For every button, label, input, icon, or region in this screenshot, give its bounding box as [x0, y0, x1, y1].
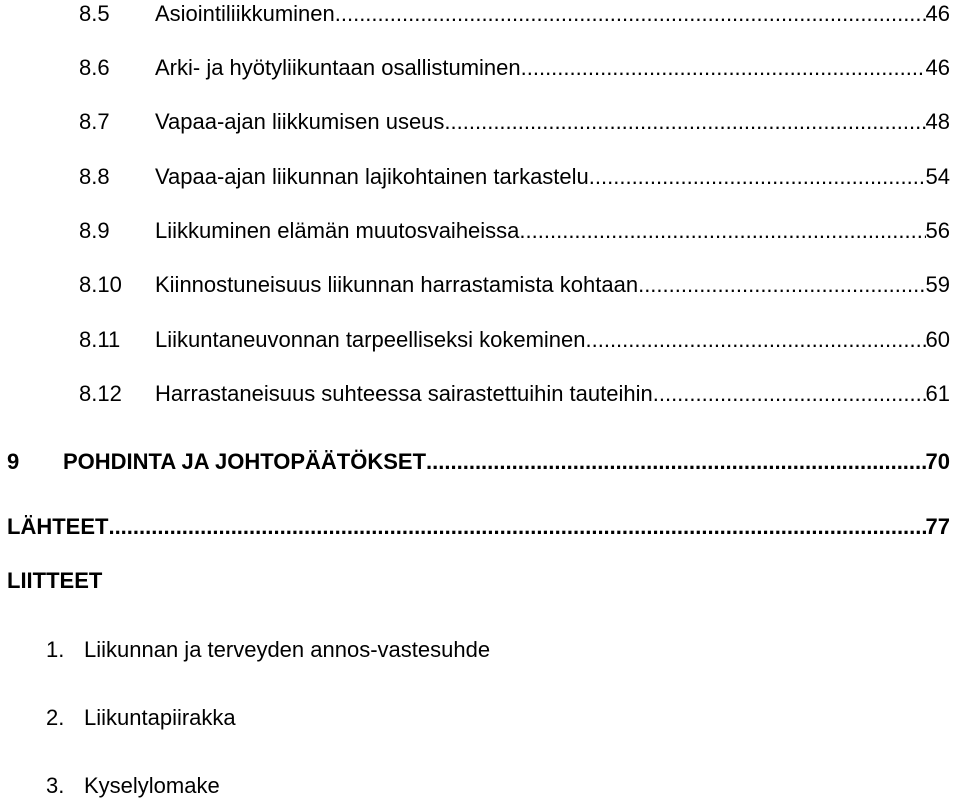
toc-entry-title: Arki- ja hyötyliikuntaan osallistuminen	[155, 55, 521, 80]
appendices-heading: LIITTEET	[7, 568, 103, 593]
dot-leader	[426, 451, 925, 473]
toc-entry-page: 48	[925, 109, 950, 134]
toc-entry-title: Vapaa-ajan liikunnan lajikohtainen tarkastelu	[155, 164, 589, 189]
toc-entry	[79, 383, 950, 405]
toc-entry	[79, 220, 950, 242]
toc-chapter-number: 9	[7, 449, 20, 474]
toc-chapter-page: 70	[925, 449, 950, 474]
toc-entry-title: Vapaa-ajan liikkumisen useus	[155, 109, 445, 134]
toc-entry-number: 8.11	[79, 327, 121, 352]
toc-entry-title: Kiinnostuneisuus liikunnan harrastamista kohtaan	[155, 272, 639, 297]
toc-entry-number: 8.5	[79, 1, 110, 26]
toc-entry-page: 59	[925, 272, 950, 297]
toc-references	[7, 516, 950, 538]
dot-leader	[586, 329, 926, 351]
appendix-number: 3.	[46, 773, 65, 798]
toc-entry-number: 8.12	[79, 381, 122, 406]
appendix-title: Liikunnan ja terveyden annos-vastesuhde	[84, 637, 491, 662]
toc-entry	[79, 57, 950, 79]
appendix-item	[46, 775, 220, 797]
appendix-item	[46, 707, 236, 729]
toc-entry	[79, 166, 950, 188]
appendix-number: 2.	[46, 705, 65, 730]
toc-entry-number: 8.8	[79, 164, 110, 189]
toc-entry	[79, 329, 950, 351]
dot-leader	[108, 516, 925, 538]
toc-references-title: LÄHTEET	[7, 514, 109, 539]
toc-entry-title: Liikuntaneuvonnan tarpeelliseksi kokeminen	[155, 327, 586, 352]
toc-entry-number: 8.7	[79, 109, 110, 134]
toc-entry-title: Liikkuminen elämän muutosvaiheissa	[155, 218, 520, 243]
appendix-title: Liikuntapiirakka	[84, 705, 236, 730]
toc-entry-page: 54	[925, 164, 950, 189]
dot-leader	[589, 166, 926, 188]
toc-entry-number: 8.10	[79, 272, 122, 297]
toc-entry	[79, 111, 950, 133]
dot-leader	[335, 3, 926, 25]
toc-entry-title: Harrastaneisuus suhteessa sairastettuihin tauteihin	[155, 381, 653, 406]
appendix-title: Kyselylomake	[84, 773, 220, 798]
dot-leader	[653, 383, 926, 405]
toc-entry-page: 46	[925, 55, 950, 80]
dot-leader	[444, 111, 925, 133]
dot-leader	[519, 220, 925, 242]
toc-entry-number: 8.6	[79, 55, 110, 80]
toc-entry	[79, 3, 950, 25]
toc-entry-page: 46	[925, 1, 950, 26]
dot-leader	[521, 57, 926, 79]
dot-leader	[638, 274, 925, 296]
toc-entry-number: 8.9	[79, 218, 110, 243]
toc-references-page: 77	[925, 514, 950, 539]
appendix-number: 1.	[46, 637, 65, 662]
toc-chapter-title: POHDINTA JA JOHTOPÄÄTÖKSET	[63, 449, 427, 474]
appendix-item	[46, 639, 490, 661]
toc-entry-page: 56	[925, 218, 950, 243]
toc-entry-title: Asiointiliikkuminen	[155, 1, 335, 26]
toc-entry-page: 60	[925, 327, 950, 352]
toc-entry-page: 61	[925, 381, 950, 406]
toc-entry	[79, 274, 950, 296]
toc-chapter	[7, 451, 950, 473]
